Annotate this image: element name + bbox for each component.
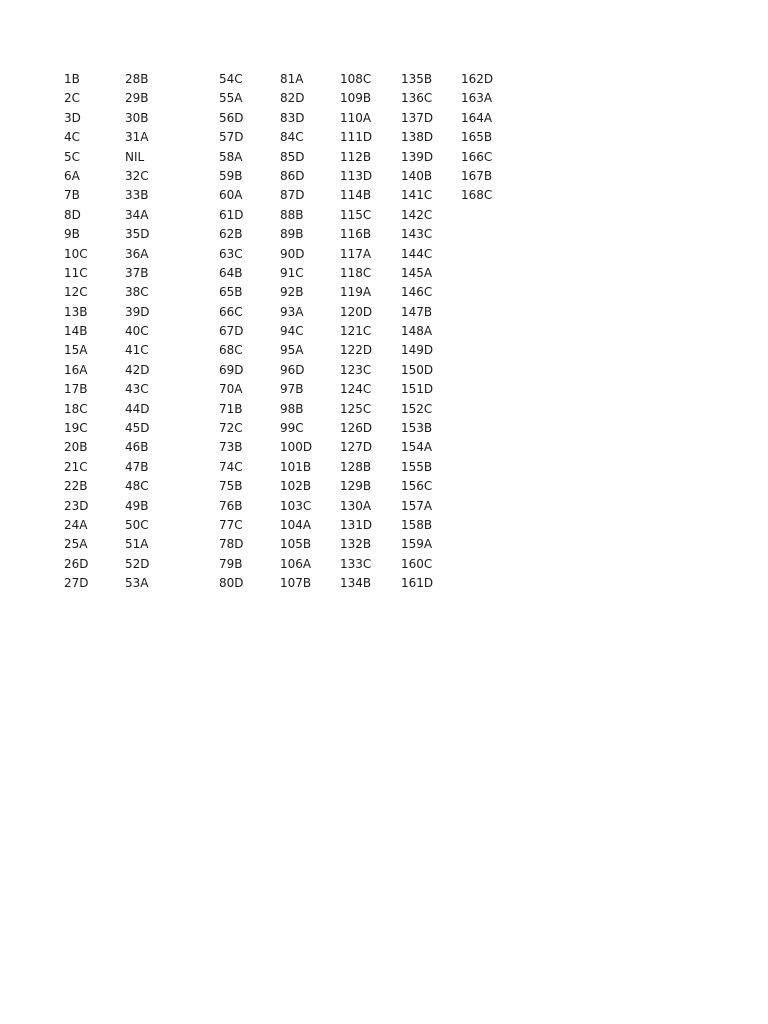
answer-entry: 8D: [64, 207, 81, 222]
answer-entry: 51A: [125, 537, 149, 552]
answer-entry: 18C: [64, 401, 88, 416]
answer-entry: 26D: [64, 556, 89, 571]
answer-column-1: [64, 70, 89, 594]
answer-entry: 38C: [125, 285, 149, 300]
answer-entry: 78D: [219, 537, 244, 552]
answer-entry: 158B: [401, 517, 433, 532]
answer-entry: 120D: [340, 304, 373, 319]
answer-entry: 127D: [340, 440, 373, 455]
answer-entry: 33B: [125, 188, 149, 203]
answer-entry: 93A: [280, 304, 304, 319]
answer-entry: 57D: [219, 130, 244, 145]
answer-entry: 10C: [64, 246, 88, 261]
answer-entry: 89B: [280, 227, 304, 242]
answer-entry: 157A: [401, 498, 433, 513]
answer-entry: 145A: [401, 265, 433, 280]
answer-entry: 142C: [401, 207, 433, 222]
answer-entry: 166C: [461, 149, 493, 164]
answer-entry: 34A: [125, 207, 149, 222]
answer-entry: 105B: [280, 537, 312, 552]
answer-entry: 141C: [401, 188, 433, 203]
answer-entry: 109B: [340, 91, 372, 106]
answer-entry: 64B: [219, 265, 243, 280]
answer-entry: 126D: [340, 421, 373, 436]
answer-entry: 45D: [125, 421, 150, 436]
answer-entry: 136C: [401, 91, 433, 106]
answer-entry: 63C: [219, 246, 243, 261]
answer-entry: 11C: [64, 265, 88, 280]
answer-entry: 129B: [340, 479, 372, 494]
answer-entry: 71B: [219, 401, 243, 416]
answer-entry: 160C: [401, 556, 433, 571]
answer-entry: 86D: [280, 168, 305, 183]
answer-entry: 24A: [64, 517, 88, 532]
answer-entry: 85D: [280, 149, 305, 164]
answer-entry: 66C: [219, 304, 243, 319]
answer-entry: 37B: [125, 265, 149, 280]
answer-entry: 83D: [280, 110, 305, 125]
answer-entry: 14B: [64, 324, 88, 339]
answer-entry: 76B: [219, 498, 243, 513]
answer-entry: 1B: [64, 72, 80, 86]
answer-entry: 102B: [280, 479, 312, 494]
answer-entry: 153B: [401, 421, 433, 436]
answer-entry: 68C: [219, 343, 243, 358]
answer-entry: 161D: [401, 576, 434, 591]
answer-entry: 91C: [280, 265, 304, 280]
answer-column-3: [219, 70, 244, 594]
answer-entry: 92B: [280, 285, 304, 300]
answer-entry: 50C: [125, 517, 149, 532]
answer-entry: 75B: [219, 479, 243, 494]
answer-column-4: [280, 70, 312, 594]
answer-entry: 125C: [340, 401, 372, 416]
answer-entry: 159A: [401, 537, 433, 552]
answer-entry: 59B: [219, 168, 243, 183]
answer-entry: 84C: [280, 130, 304, 145]
answer-entry: 98B: [280, 401, 304, 416]
answer-entry: 2C: [64, 91, 81, 106]
answer-entry: 162D: [461, 72, 494, 86]
answer-entry: 122D: [340, 343, 373, 358]
answer-entry: 9B: [64, 227, 80, 242]
answer-entry: 39D: [125, 304, 150, 319]
answer-entry: 164A: [461, 110, 493, 125]
answer-entry: 12C: [64, 285, 88, 300]
answer-entry: 88B: [280, 207, 304, 222]
answer-entry: 5C: [64, 149, 81, 164]
answer-entry: 143C: [401, 227, 433, 242]
answer-entry: 113D: [340, 168, 373, 183]
answer-entry: 152C: [401, 401, 433, 416]
answer-entry: 16A: [64, 362, 88, 377]
answer-entry: 77C: [219, 517, 243, 532]
answer-entry: 46B: [125, 440, 149, 455]
answer-entry: 40C: [125, 324, 149, 339]
answer-entry: 58A: [219, 149, 243, 164]
answer-entry: 103C: [280, 498, 312, 513]
answer-entry: 23D: [64, 498, 89, 513]
answer-entry: 49B: [125, 498, 149, 513]
answer-entry: 79B: [219, 556, 243, 571]
answer-entry: 13B: [64, 304, 88, 319]
answer-entry: 47B: [125, 459, 149, 474]
answer-entry: 67D: [219, 324, 244, 339]
answer-entry: 81A: [280, 72, 304, 86]
answer-entry: 168C: [461, 188, 493, 203]
answer-entry: 132B: [340, 537, 372, 552]
answer-entry: 80D: [219, 576, 244, 591]
answer-entry: 52D: [125, 556, 150, 571]
answer-entry: 17B: [64, 382, 88, 397]
answer-entry: 32C: [125, 168, 149, 183]
answer-entry: 137D: [401, 110, 434, 125]
answer-entry: 20B: [64, 440, 88, 455]
answer-entry: 7B: [64, 188, 80, 203]
answer-entry: 69D: [219, 362, 244, 377]
answer-entry: 61D: [219, 207, 244, 222]
answer-entry: 55A: [219, 91, 243, 106]
answer-entry: 41C: [125, 343, 149, 358]
answer-entry: 115C: [340, 207, 372, 222]
answer-entry: 117A: [340, 246, 372, 261]
answer-entry: 43C: [125, 382, 149, 397]
answer-entry: 130A: [340, 498, 372, 513]
answer-entry: 82D: [280, 91, 305, 106]
answer-entry: 156C: [401, 479, 433, 494]
answer-entry: 165B: [461, 130, 493, 145]
answer-entry: 134B: [340, 576, 372, 591]
answer-entry: 116B: [340, 227, 372, 242]
answer-entry: 104A: [280, 517, 312, 532]
answer-entry: 163A: [461, 91, 493, 106]
answer-entry: 140B: [401, 168, 433, 183]
answer-entry: 118C: [340, 265, 372, 280]
answer-entry: 70A: [219, 382, 243, 397]
answer-entry: 133C: [340, 556, 372, 571]
answer-entry: 90D: [280, 246, 305, 261]
answer-entry: 6A: [64, 168, 80, 183]
answer-entry: 15A: [64, 343, 88, 358]
answer-entry: 138D: [401, 130, 434, 145]
answer-entry: 146C: [401, 285, 433, 300]
answer-entry: 107B: [280, 576, 312, 591]
answer-entry: 112B: [340, 149, 372, 164]
answer-entry: 135B: [401, 72, 433, 86]
answer-entry: 4C: [64, 130, 81, 145]
answer-entry: 53A: [125, 576, 149, 591]
answer-entry: 119A: [340, 285, 372, 300]
answer-entry: 131D: [340, 517, 373, 532]
answer-entry: 35D: [125, 227, 150, 242]
answer-entry: 95A: [280, 343, 304, 358]
answer-entry: 128B: [340, 459, 372, 474]
answer-entry: 3D: [64, 110, 81, 125]
answer-entry: 21C: [64, 459, 88, 474]
answer-entry: 121C: [340, 324, 372, 339]
answer-entry: 114B: [340, 188, 372, 203]
answer-column-2: [125, 70, 150, 594]
answer-entry: 65B: [219, 285, 243, 300]
answer-entry: 72C: [219, 421, 243, 436]
answer-column-5: [340, 70, 372, 594]
answer-entry: 100D: [280, 440, 313, 455]
answer-entry: 60A: [219, 188, 243, 203]
answer-entry: 106A: [280, 556, 312, 571]
answer-entry: 139D: [401, 149, 434, 164]
answer-entry: 48C: [125, 479, 149, 494]
answer-entry: NIL: [125, 149, 145, 164]
answer-entry: 25A: [64, 537, 88, 552]
answer-entry: 73B: [219, 440, 243, 455]
answer-entry: 148A: [401, 324, 433, 339]
answer-entry: 62B: [219, 227, 243, 242]
answer-entry: 150D: [401, 362, 434, 377]
answer-entry: 147B: [401, 304, 433, 319]
answer-entry: 154A: [401, 440, 433, 455]
answer-entry: 167B: [461, 168, 493, 183]
answer-entry: 108C: [340, 72, 372, 86]
answer-entry: 151D: [401, 382, 434, 397]
answer-entry: 44D: [125, 401, 150, 416]
answer-column-7: [461, 70, 493, 206]
answer-entry: 155B: [401, 459, 433, 474]
answer-entry: 96D: [280, 362, 305, 377]
answer-entry: 42D: [125, 362, 150, 377]
answer-entry: 22B: [64, 479, 88, 494]
answer-entry: 124C: [340, 382, 372, 397]
answer-column-6: [401, 70, 433, 594]
answer-entry: 111D: [340, 130, 373, 145]
answer-entry: 31A: [125, 130, 149, 145]
answer-entry: 110A: [340, 110, 372, 125]
answer-entry: 74C: [219, 459, 243, 474]
answer-entry: 94C: [280, 324, 304, 339]
answer-entry: 36A: [125, 246, 149, 261]
answer-entry: 144C: [401, 246, 433, 261]
answer-entry: 101B: [280, 459, 312, 474]
answer-entry: 29B: [125, 91, 149, 106]
answer-entry: 56D: [219, 110, 244, 125]
answer-entry: 27D: [64, 576, 89, 591]
answer-entry: 87D: [280, 188, 305, 203]
answer-entry: 54C: [219, 72, 243, 86]
answer-entry: 123C: [340, 362, 372, 377]
answer-entry: 99C: [280, 421, 304, 436]
answer-entry: 30B: [125, 110, 149, 125]
answer-entry: 149D: [401, 343, 434, 358]
answer-entry: 97B: [280, 382, 304, 397]
answer-entry: 19C: [64, 421, 88, 436]
answer-entry: 28B: [125, 72, 149, 86]
